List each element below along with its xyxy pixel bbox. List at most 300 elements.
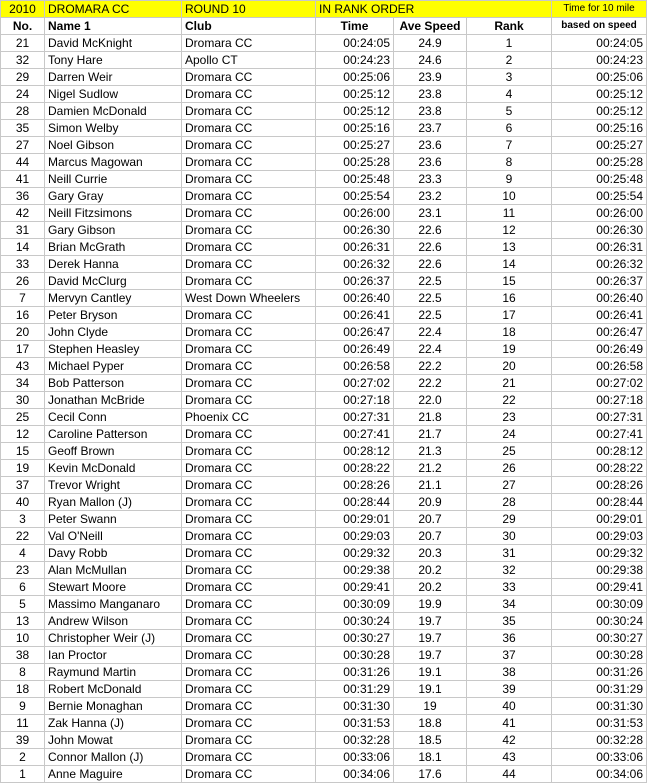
cell-time-10-mile[interactable]: 00:26:40: [552, 290, 647, 307]
cell-club[interactable]: Dromara CC: [182, 171, 316, 188]
cell-rank[interactable]: 23: [467, 409, 552, 426]
cell-no[interactable]: 13: [1, 613, 45, 630]
cell-speed[interactable]: 24.6: [394, 52, 467, 69]
cell-rank[interactable]: 29: [467, 511, 552, 528]
cell-speed[interactable]: 18.1: [394, 749, 467, 766]
cell-name[interactable]: Andrew Wilson: [45, 613, 182, 630]
cell-name[interactable]: Christopher Weir (J): [45, 630, 182, 647]
cell-time-10-mile[interactable]: 00:34:06: [552, 766, 647, 783]
cell-club[interactable]: Dromara CC: [182, 239, 316, 256]
cell-name[interactable]: Bob Patterson: [45, 375, 182, 392]
cell-time-10-mile[interactable]: 00:24:23: [552, 52, 647, 69]
cell-time-10-mile[interactable]: 00:28:12: [552, 443, 647, 460]
cell-no[interactable]: 14: [1, 239, 45, 256]
cell-time[interactable]: 00:25:54: [316, 188, 394, 205]
cell-no[interactable]: 35: [1, 120, 45, 137]
cell-no[interactable]: 37: [1, 477, 45, 494]
cell-rank[interactable]: 39: [467, 681, 552, 698]
cell-rank[interactable]: 10: [467, 188, 552, 205]
cell-time[interactable]: 00:26:32: [316, 256, 394, 273]
cell-name[interactable]: Peter Swann: [45, 511, 182, 528]
cell-name[interactable]: Kevin McDonald: [45, 460, 182, 477]
cell-time[interactable]: 00:29:03: [316, 528, 394, 545]
cell-name[interactable]: Trevor Wright: [45, 477, 182, 494]
cell-name[interactable]: David McKnight: [45, 35, 182, 52]
cell-name[interactable]: Damien McDonald: [45, 103, 182, 120]
cell-club[interactable]: Dromara CC: [182, 324, 316, 341]
cell-rank[interactable]: 7: [467, 137, 552, 154]
cell-time-10-mile[interactable]: 00:30:27: [552, 630, 647, 647]
cell-speed[interactable]: 22.4: [394, 324, 467, 341]
cell-rank[interactable]: 1: [467, 35, 552, 52]
cell-club[interactable]: Dromara CC: [182, 511, 316, 528]
cell-rank[interactable]: 19: [467, 341, 552, 358]
cell-club[interactable]: Dromara CC: [182, 137, 316, 154]
cell-speed[interactable]: 23.8: [394, 103, 467, 120]
cell-rank[interactable]: 41: [467, 715, 552, 732]
note-cell-1[interactable]: Time for 10 mile: [552, 1, 647, 18]
cell-rank[interactable]: 42: [467, 732, 552, 749]
cell-time-10-mile[interactable]: 00:33:06: [552, 749, 647, 766]
cell-club[interactable]: West Down Wheelers: [182, 290, 316, 307]
cell-rank[interactable]: 15: [467, 273, 552, 290]
cell-no[interactable]: 27: [1, 137, 45, 154]
cell-time-10-mile[interactable]: 00:26:32: [552, 256, 647, 273]
cell-time-10-mile[interactable]: 00:24:05: [552, 35, 647, 52]
cell-no[interactable]: 23: [1, 562, 45, 579]
cell-time-10-mile[interactable]: 00:29:38: [552, 562, 647, 579]
cell-club[interactable]: Apollo CT: [182, 52, 316, 69]
cell-speed[interactable]: 21.2: [394, 460, 467, 477]
cell-name[interactable]: Peter Bryson: [45, 307, 182, 324]
cell-time[interactable]: 00:26:40: [316, 290, 394, 307]
header-speed[interactable]: Ave Speed: [394, 18, 467, 35]
cell-no[interactable]: 22: [1, 528, 45, 545]
cell-rank[interactable]: 38: [467, 664, 552, 681]
cell-rank[interactable]: 22: [467, 392, 552, 409]
cell-time[interactable]: 00:26:41: [316, 307, 394, 324]
cell-speed[interactable]: 23.6: [394, 154, 467, 171]
cell-name[interactable]: Raymund Martin: [45, 664, 182, 681]
cell-no[interactable]: 4: [1, 545, 45, 562]
cell-time-10-mile[interactable]: 00:29:03: [552, 528, 647, 545]
header-rank[interactable]: Rank: [467, 18, 552, 35]
cell-speed[interactable]: 23.8: [394, 86, 467, 103]
cell-time-10-mile[interactable]: 00:29:41: [552, 579, 647, 596]
cell-name[interactable]: Connor Mallon (J): [45, 749, 182, 766]
cell-time-10-mile[interactable]: 00:29:32: [552, 545, 647, 562]
cell-speed[interactable]: 22.6: [394, 222, 467, 239]
cell-no[interactable]: 7: [1, 290, 45, 307]
cell-name[interactable]: Jonathan McBride: [45, 392, 182, 409]
cell-name[interactable]: Stephen Heasley: [45, 341, 182, 358]
cell-time[interactable]: 00:30:27: [316, 630, 394, 647]
cell-speed[interactable]: 20.3: [394, 545, 467, 562]
cell-name[interactable]: Alan McMullan: [45, 562, 182, 579]
cell-name[interactable]: Bernie Monaghan: [45, 698, 182, 715]
cell-speed[interactable]: 22.5: [394, 307, 467, 324]
cell-speed[interactable]: 20.2: [394, 562, 467, 579]
cell-time[interactable]: 00:29:32: [316, 545, 394, 562]
cell-time-10-mile[interactable]: 00:26:41: [552, 307, 647, 324]
cell-speed[interactable]: 19.7: [394, 613, 467, 630]
cell-club[interactable]: Dromara CC: [182, 205, 316, 222]
cell-time-10-mile[interactable]: 00:25:27: [552, 137, 647, 154]
cell-time-10-mile[interactable]: 00:26:58: [552, 358, 647, 375]
cell-time[interactable]: 00:25:27: [316, 137, 394, 154]
cell-time[interactable]: 00:26:47: [316, 324, 394, 341]
cell-club[interactable]: Dromara CC: [182, 256, 316, 273]
order-cell[interactable]: IN RANK ORDER: [316, 1, 552, 18]
cell-time[interactable]: 00:28:26: [316, 477, 394, 494]
cell-name[interactable]: Simon Welby: [45, 120, 182, 137]
cell-club[interactable]: Dromara CC: [182, 698, 316, 715]
cell-no[interactable]: 36: [1, 188, 45, 205]
cell-club[interactable]: Dromara CC: [182, 307, 316, 324]
cell-club[interactable]: Dromara CC: [182, 732, 316, 749]
cell-no[interactable]: 11: [1, 715, 45, 732]
cell-rank[interactable]: 31: [467, 545, 552, 562]
cell-no[interactable]: 18: [1, 681, 45, 698]
cell-rank[interactable]: 21: [467, 375, 552, 392]
cell-time[interactable]: 00:29:38: [316, 562, 394, 579]
cell-time-10-mile[interactable]: 00:25:48: [552, 171, 647, 188]
cell-rank[interactable]: 20: [467, 358, 552, 375]
cell-rank[interactable]: 32: [467, 562, 552, 579]
cell-time[interactable]: 00:26:30: [316, 222, 394, 239]
cell-time[interactable]: 00:28:44: [316, 494, 394, 511]
cell-no[interactable]: 16: [1, 307, 45, 324]
cell-speed[interactable]: 22.0: [394, 392, 467, 409]
cell-no[interactable]: 43: [1, 358, 45, 375]
cell-name[interactable]: Brian McGrath: [45, 239, 182, 256]
cell-speed[interactable]: 22.2: [394, 375, 467, 392]
cell-no[interactable]: 28: [1, 103, 45, 120]
cell-rank[interactable]: 40: [467, 698, 552, 715]
cell-rank[interactable]: 36: [467, 630, 552, 647]
cell-club[interactable]: Dromara CC: [182, 341, 316, 358]
cell-rank[interactable]: 27: [467, 477, 552, 494]
cell-speed[interactable]: 23.1: [394, 205, 467, 222]
cell-no[interactable]: 20: [1, 324, 45, 341]
cell-no[interactable]: 38: [1, 647, 45, 664]
cell-no[interactable]: 41: [1, 171, 45, 188]
cell-time-10-mile[interactable]: 00:26:49: [552, 341, 647, 358]
cell-no[interactable]: 19: [1, 460, 45, 477]
cell-time[interactable]: 00:26:31: [316, 239, 394, 256]
cell-time-10-mile[interactable]: 00:26:47: [552, 324, 647, 341]
header-name[interactable]: Name 1: [45, 18, 182, 35]
cell-name[interactable]: Anne Maguire: [45, 766, 182, 783]
cell-club[interactable]: Dromara CC: [182, 35, 316, 52]
cell-name[interactable]: Ian Proctor: [45, 647, 182, 664]
cell-club[interactable]: Dromara CC: [182, 426, 316, 443]
cell-no[interactable]: 40: [1, 494, 45, 511]
cell-club[interactable]: Dromara CC: [182, 596, 316, 613]
cell-club[interactable]: Dromara CC: [182, 766, 316, 783]
cell-time[interactable]: 00:30:24: [316, 613, 394, 630]
cell-no[interactable]: 34: [1, 375, 45, 392]
cell-no[interactable]: 5: [1, 596, 45, 613]
cell-time-10-mile[interactable]: 00:27:31: [552, 409, 647, 426]
cell-no[interactable]: 25: [1, 409, 45, 426]
cell-rank[interactable]: 43: [467, 749, 552, 766]
cell-speed[interactable]: 22.4: [394, 341, 467, 358]
cell-time-10-mile[interactable]: 00:30:28: [552, 647, 647, 664]
cell-time[interactable]: 00:25:12: [316, 86, 394, 103]
header-club[interactable]: Club: [182, 18, 316, 35]
cell-club[interactable]: Dromara CC: [182, 443, 316, 460]
cell-time[interactable]: 00:32:28: [316, 732, 394, 749]
cell-time[interactable]: 00:25:48: [316, 171, 394, 188]
cell-club[interactable]: Dromara CC: [182, 392, 316, 409]
cell-speed[interactable]: 19.1: [394, 681, 467, 698]
cell-time-10-mile[interactable]: 00:28:44: [552, 494, 647, 511]
cell-time[interactable]: 00:30:28: [316, 647, 394, 664]
cell-name[interactable]: Davy Robb: [45, 545, 182, 562]
cell-time[interactable]: 00:33:06: [316, 749, 394, 766]
club-title-cell[interactable]: DROMARA CC: [45, 1, 182, 18]
cell-club[interactable]: Dromara CC: [182, 749, 316, 766]
cell-no[interactable]: 15: [1, 443, 45, 460]
cell-rank[interactable]: 28: [467, 494, 552, 511]
cell-speed[interactable]: 23.2: [394, 188, 467, 205]
cell-club[interactable]: Dromara CC: [182, 375, 316, 392]
cell-no[interactable]: 26: [1, 273, 45, 290]
cell-speed[interactable]: 18.8: [394, 715, 467, 732]
cell-rank[interactable]: 44: [467, 766, 552, 783]
cell-speed[interactable]: 21.7: [394, 426, 467, 443]
cell-rank[interactable]: 35: [467, 613, 552, 630]
cell-no[interactable]: 8: [1, 664, 45, 681]
cell-rank[interactable]: 25: [467, 443, 552, 460]
cell-club[interactable]: Phoenix CC: [182, 409, 316, 426]
cell-name[interactable]: Massimo Manganaro: [45, 596, 182, 613]
cell-no[interactable]: 21: [1, 35, 45, 52]
cell-time-10-mile[interactable]: 00:31:30: [552, 698, 647, 715]
cell-rank[interactable]: 11: [467, 205, 552, 222]
cell-rank[interactable]: 18: [467, 324, 552, 341]
cell-time[interactable]: 00:24:05: [316, 35, 394, 52]
cell-time[interactable]: 00:26:58: [316, 358, 394, 375]
cell-no[interactable]: 31: [1, 222, 45, 239]
cell-name[interactable]: Gary Gray: [45, 188, 182, 205]
cell-club[interactable]: Dromara CC: [182, 86, 316, 103]
cell-time-10-mile[interactable]: 00:30:09: [552, 596, 647, 613]
cell-club[interactable]: Dromara CC: [182, 681, 316, 698]
cell-time-10-mile[interactable]: 00:26:31: [552, 239, 647, 256]
cell-name[interactable]: John Clyde: [45, 324, 182, 341]
cell-club[interactable]: Dromara CC: [182, 630, 316, 647]
cell-club[interactable]: Dromara CC: [182, 120, 316, 137]
cell-name[interactable]: Neill Fitzsimons: [45, 205, 182, 222]
cell-name[interactable]: Noel Gibson: [45, 137, 182, 154]
cell-speed[interactable]: 23.7: [394, 120, 467, 137]
cell-rank[interactable]: 17: [467, 307, 552, 324]
cell-name[interactable]: Neill Currie: [45, 171, 182, 188]
cell-rank[interactable]: 26: [467, 460, 552, 477]
cell-club[interactable]: Dromara CC: [182, 188, 316, 205]
cell-speed[interactable]: 19.1: [394, 664, 467, 681]
year-cell[interactable]: 2010: [1, 1, 45, 18]
cell-time[interactable]: 00:29:41: [316, 579, 394, 596]
cell-no[interactable]: 10: [1, 630, 45, 647]
cell-no[interactable]: 29: [1, 69, 45, 86]
cell-rank[interactable]: 4: [467, 86, 552, 103]
cell-time-10-mile[interactable]: 00:31:53: [552, 715, 647, 732]
cell-time[interactable]: 00:31:30: [316, 698, 394, 715]
cell-time[interactable]: 00:27:02: [316, 375, 394, 392]
cell-no[interactable]: 17: [1, 341, 45, 358]
cell-club[interactable]: Dromara CC: [182, 545, 316, 562]
cell-club[interactable]: Dromara CC: [182, 647, 316, 664]
cell-speed[interactable]: 23.9: [394, 69, 467, 86]
cell-no[interactable]: 12: [1, 426, 45, 443]
cell-speed[interactable]: 22.2: [394, 358, 467, 375]
cell-time[interactable]: 00:25:28: [316, 154, 394, 171]
cell-no[interactable]: 6: [1, 579, 45, 596]
cell-rank[interactable]: 2: [467, 52, 552, 69]
header-note[interactable]: based on speed: [552, 18, 647, 35]
cell-club[interactable]: Dromara CC: [182, 579, 316, 596]
cell-name[interactable]: Cecil Conn: [45, 409, 182, 426]
cell-time[interactable]: 00:34:06: [316, 766, 394, 783]
cell-time-10-mile[interactable]: 00:32:28: [552, 732, 647, 749]
header-time[interactable]: Time: [316, 18, 394, 35]
cell-rank[interactable]: 33: [467, 579, 552, 596]
cell-name[interactable]: John Mowat: [45, 732, 182, 749]
cell-speed[interactable]: 21.8: [394, 409, 467, 426]
cell-rank[interactable]: 37: [467, 647, 552, 664]
cell-name[interactable]: Marcus Magowan: [45, 154, 182, 171]
cell-time-10-mile[interactable]: 00:27:41: [552, 426, 647, 443]
cell-rank[interactable]: 34: [467, 596, 552, 613]
cell-time-10-mile[interactable]: 00:26:37: [552, 273, 647, 290]
cell-club[interactable]: Dromara CC: [182, 494, 316, 511]
cell-time[interactable]: 00:26:00: [316, 205, 394, 222]
cell-time-10-mile[interactable]: 00:31:26: [552, 664, 647, 681]
cell-club[interactable]: Dromara CC: [182, 613, 316, 630]
cell-speed[interactable]: 20.2: [394, 579, 467, 596]
cell-name[interactable]: Gary Gibson: [45, 222, 182, 239]
cell-name[interactable]: Derek Hanna: [45, 256, 182, 273]
cell-name[interactable]: Michael Pyper: [45, 358, 182, 375]
cell-speed[interactable]: 22.5: [394, 273, 467, 290]
cell-rank[interactable]: 12: [467, 222, 552, 239]
cell-club[interactable]: Dromara CC: [182, 715, 316, 732]
round-cell[interactable]: ROUND 10: [182, 1, 316, 18]
cell-speed[interactable]: 19.7: [394, 647, 467, 664]
cell-time[interactable]: 00:27:41: [316, 426, 394, 443]
cell-time[interactable]: 00:29:01: [316, 511, 394, 528]
cell-no[interactable]: 39: [1, 732, 45, 749]
cell-rank[interactable]: 5: [467, 103, 552, 120]
cell-club[interactable]: Dromara CC: [182, 154, 316, 171]
cell-time[interactable]: 00:31:29: [316, 681, 394, 698]
cell-name[interactable]: Geoff Brown: [45, 443, 182, 460]
cell-rank[interactable]: 24: [467, 426, 552, 443]
cell-name[interactable]: Val O'Neill: [45, 528, 182, 545]
cell-speed[interactable]: 21.3: [394, 443, 467, 460]
cell-club[interactable]: Dromara CC: [182, 664, 316, 681]
cell-speed[interactable]: 20.7: [394, 528, 467, 545]
cell-time-10-mile[interactable]: 00:28:22: [552, 460, 647, 477]
cell-no[interactable]: 1: [1, 766, 45, 783]
cell-speed[interactable]: 19: [394, 698, 467, 715]
cell-rank[interactable]: 16: [467, 290, 552, 307]
cell-time-10-mile[interactable]: 00:25:28: [552, 154, 647, 171]
cell-time[interactable]: 00:31:53: [316, 715, 394, 732]
cell-club[interactable]: Dromara CC: [182, 562, 316, 579]
cell-name[interactable]: Robert McDonald: [45, 681, 182, 698]
cell-rank[interactable]: 6: [467, 120, 552, 137]
cell-time-10-mile[interactable]: 00:25:16: [552, 120, 647, 137]
cell-name[interactable]: Caroline Patterson: [45, 426, 182, 443]
cell-club[interactable]: Dromara CC: [182, 222, 316, 239]
cell-no[interactable]: 24: [1, 86, 45, 103]
cell-speed[interactable]: 21.1: [394, 477, 467, 494]
cell-speed[interactable]: 18.5: [394, 732, 467, 749]
cell-no[interactable]: 30: [1, 392, 45, 409]
cell-time[interactable]: 00:24:23: [316, 52, 394, 69]
cell-rank[interactable]: 3: [467, 69, 552, 86]
cell-name[interactable]: Tony Hare: [45, 52, 182, 69]
cell-speed[interactable]: 22.6: [394, 239, 467, 256]
cell-name[interactable]: Nigel Sudlow: [45, 86, 182, 103]
cell-speed[interactable]: 19.9: [394, 596, 467, 613]
cell-time-10-mile[interactable]: 00:30:24: [552, 613, 647, 630]
cell-no[interactable]: 2: [1, 749, 45, 766]
cell-time[interactable]: 00:28:12: [316, 443, 394, 460]
cell-speed[interactable]: 20.9: [394, 494, 467, 511]
cell-time-10-mile[interactable]: 00:27:02: [552, 375, 647, 392]
cell-time[interactable]: 00:31:26: [316, 664, 394, 681]
cell-name[interactable]: Mervyn Cantley: [45, 290, 182, 307]
cell-rank[interactable]: 30: [467, 528, 552, 545]
cell-time[interactable]: 00:28:22: [316, 460, 394, 477]
cell-no[interactable]: 3: [1, 511, 45, 528]
cell-speed[interactable]: 23.6: [394, 137, 467, 154]
header-no[interactable]: No.: [1, 18, 45, 35]
cell-rank[interactable]: 13: [467, 239, 552, 256]
cell-time-10-mile[interactable]: 00:25:12: [552, 103, 647, 120]
cell-club[interactable]: Dromara CC: [182, 69, 316, 86]
cell-time-10-mile[interactable]: 00:25:12: [552, 86, 647, 103]
cell-time[interactable]: 00:30:09: [316, 596, 394, 613]
cell-name[interactable]: Stewart Moore: [45, 579, 182, 596]
cell-no[interactable]: 42: [1, 205, 45, 222]
cell-time-10-mile[interactable]: 00:26:30: [552, 222, 647, 239]
cell-time[interactable]: 00:27:18: [316, 392, 394, 409]
cell-club[interactable]: Dromara CC: [182, 528, 316, 545]
cell-time[interactable]: 00:26:49: [316, 341, 394, 358]
cell-rank[interactable]: 8: [467, 154, 552, 171]
cell-club[interactable]: Dromara CC: [182, 103, 316, 120]
cell-no[interactable]: 33: [1, 256, 45, 273]
cell-speed[interactable]: 19.7: [394, 630, 467, 647]
cell-club[interactable]: Dromara CC: [182, 358, 316, 375]
cell-name[interactable]: Darren Weir: [45, 69, 182, 86]
cell-name[interactable]: David McClurg: [45, 273, 182, 290]
cell-time-10-mile[interactable]: 00:26:00: [552, 205, 647, 222]
cell-time-10-mile[interactable]: 00:27:18: [552, 392, 647, 409]
cell-club[interactable]: Dromara CC: [182, 460, 316, 477]
cell-name[interactable]: Zak Hanna (J): [45, 715, 182, 732]
cell-time-10-mile[interactable]: 00:31:29: [552, 681, 647, 698]
cell-speed[interactable]: 23.3: [394, 171, 467, 188]
cell-time[interactable]: 00:25:16: [316, 120, 394, 137]
cell-time-10-mile[interactable]: 00:25:54: [552, 188, 647, 205]
